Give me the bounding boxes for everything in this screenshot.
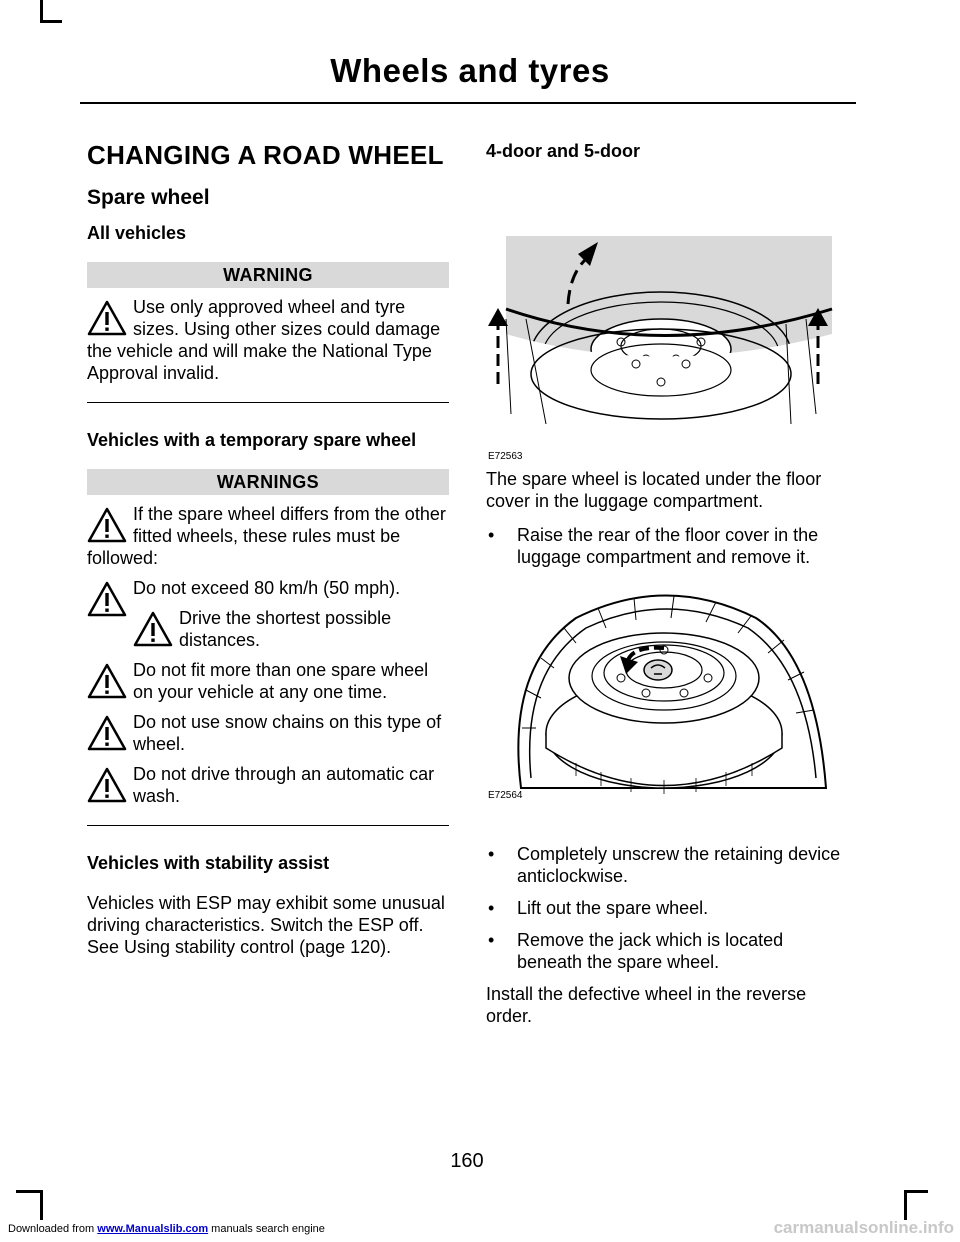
- warning-text: Do not use snow chains on this type of wheel.: [133, 712, 442, 754]
- warning-item: [87, 711, 449, 755]
- section-heading: CHANGING A ROAD WHEEL: [87, 140, 444, 170]
- spare-wheel-figure: [486, 578, 852, 843]
- left-column: [87, 140, 449, 958]
- bullet-text: Remove the jack which is located beneath the spare wheel.: [517, 930, 784, 972]
- page-number: 160: [450, 1150, 484, 1172]
- spare-wheel-illustration: [486, 578, 836, 808]
- bullet-text: Lift out the spare wheel.: [517, 898, 709, 918]
- figure-code: E72563: [488, 451, 523, 462]
- stability-heading: Vehicles with stability assist: [87, 853, 330, 873]
- warning-text: Do not fit more than one spare wheel on your vehicle at any one time.: [133, 660, 429, 702]
- crop-mark: [904, 1190, 907, 1220]
- bullet-mark: •: [488, 930, 495, 950]
- warning-text: If the spare wheel differs from the other fitted wheels, these rules must be followed:: [87, 504, 446, 568]
- warning-text: Drive the shortest possible distances.: [179, 608, 392, 650]
- warning-text: Use only approved wheel and tyre sizes. Using other sizes could damage the vehicle and will make the National Type Approval invalid.: [87, 297, 441, 383]
- warning-text: Do not drive through an automatic car wash.: [133, 764, 435, 806]
- section-divider: [87, 402, 449, 403]
- warnings-bar: WARNINGS: [87, 469, 449, 495]
- title-divider: [80, 102, 856, 104]
- section-divider: [87, 825, 449, 826]
- right-column: [486, 140, 852, 1027]
- stability-paragraph: Vehicles with ESP may exhibit some unusual driving characteristics. Switch the ESP off. See Using stability control (page 120).: [87, 893, 445, 957]
- warning-item: [87, 659, 449, 703]
- warning-item: [87, 607, 449, 651]
- bullet-mark: •: [488, 844, 495, 864]
- list-item: [486, 524, 852, 568]
- warning-triangle-icon: [87, 711, 127, 755]
- warning-triangle-icon: [87, 296, 127, 340]
- warning-bar: WARNING: [87, 262, 449, 288]
- bullet-mark: •: [488, 898, 495, 918]
- watermark: carmanualsonline.info: [773, 1218, 954, 1237]
- subsection-heading: Spare wheel: [87, 186, 210, 209]
- warning-triangle-icon: [133, 607, 173, 651]
- list-item: [486, 897, 852, 919]
- footer-suffix: manuals search engine: [208, 1223, 325, 1235]
- manualslib-link[interactable]: www.Manualslib.com: [97, 1223, 209, 1235]
- crop-mark: [40, 0, 43, 22]
- all-vehicles-heading: All vehicles: [87, 223, 187, 243]
- figure-code: E72564: [488, 790, 523, 801]
- list-item: [486, 843, 852, 887]
- crop-mark: [904, 1190, 928, 1193]
- warning-item: [87, 296, 449, 384]
- download-footer: [8, 1222, 325, 1236]
- closing-paragraph: Install the defective wheel in the reverse order.: [486, 984, 807, 1026]
- location-paragraph: The spare wheel is located under the floor cover in the luggage compartment.: [486, 469, 822, 511]
- warning-text: Do not exceed 80 km/h (50 mph).: [133, 578, 401, 598]
- crop-mark: [40, 1190, 43, 1220]
- page-title: Wheels and tyres: [330, 52, 610, 89]
- bullet-text: Completely unscrew the retaining device anticlockwise.: [517, 844, 841, 886]
- warning-item: [87, 763, 449, 807]
- bullet-mark: •: [488, 525, 495, 545]
- crop-mark: [16, 1190, 42, 1193]
- list-item: [486, 929, 852, 973]
- warning-triangle-icon: [87, 763, 127, 807]
- footer-prefix: Downloaded from: [8, 1223, 98, 1235]
- bullet-text: Raise the rear of the floor cover in the luggage compartment and remove it.: [517, 525, 819, 567]
- warning-triangle-icon: [87, 659, 127, 703]
- floor-cover-figure: [486, 184, 852, 462]
- floor-cover-illustration: [486, 214, 836, 424]
- warning-item: [87, 577, 449, 599]
- crop-mark: [40, 20, 62, 23]
- temporary-spare-heading: Vehicles with a temporary spare wheel: [87, 430, 417, 450]
- warning-triangle-icon: [87, 503, 127, 547]
- door-variant-heading: 4-door and 5-door: [486, 141, 640, 161]
- warning-item: [87, 503, 449, 569]
